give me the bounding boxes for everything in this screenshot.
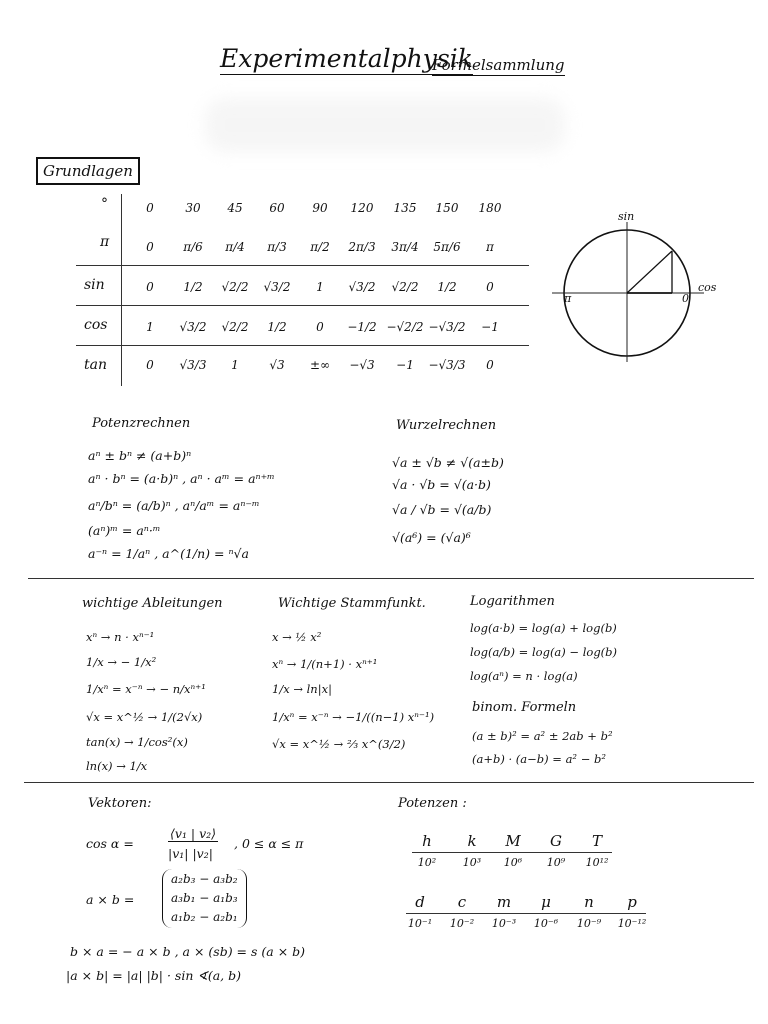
prefix-value: 10² xyxy=(417,856,437,869)
section-divider xyxy=(24,782,754,783)
prefix-value: 10⁹ xyxy=(546,856,566,869)
page-subtitle: Formelsammlung xyxy=(432,56,565,74)
formula-line: xⁿ → n · xⁿ⁻¹ xyxy=(86,630,155,644)
cos-angle-lhs: cos α = xyxy=(86,836,134,851)
heading-logarithms: Logarithmen xyxy=(470,594,555,609)
heading-powers: Potenzrechnen xyxy=(92,416,191,431)
table-cell: ±∞ xyxy=(309,358,331,372)
prefix-item xyxy=(487,893,521,930)
prefix-value: 10⁻¹² xyxy=(617,917,647,930)
row-label-rad: π xyxy=(100,234,110,250)
unit-circle-sin-label: sin xyxy=(618,210,635,223)
prefix-symbol: M xyxy=(505,832,521,850)
table-cell: 0 xyxy=(146,280,154,294)
table-row-rule xyxy=(76,305,529,306)
table-cell: √2/2 xyxy=(221,320,249,334)
prefix-item xyxy=(529,893,563,930)
table-cell: −1 xyxy=(481,320,499,334)
table-cell: −1/2 xyxy=(347,320,377,334)
table-cell: 1 xyxy=(231,358,239,372)
table-cell: 135 xyxy=(393,201,417,215)
cross-product-row: a₃b₁ − a₁b₃ xyxy=(171,891,238,905)
table-cell: π/3 xyxy=(267,240,287,254)
table-cell: 1 xyxy=(146,320,154,334)
prefix-value: 10⁻¹ xyxy=(407,917,433,930)
prefix-item xyxy=(615,893,649,930)
table-cell: 5π/6 xyxy=(433,240,461,254)
table-cell: π xyxy=(486,240,494,254)
table-cell: π/6 xyxy=(183,240,203,254)
table-cell: √3 xyxy=(269,358,285,372)
cross-product-vector xyxy=(162,869,247,928)
table-cell: −1 xyxy=(396,358,414,372)
prefix-value: 10⁻⁹ xyxy=(576,917,602,930)
formula-line: tan(x) → 1/cos²(x) xyxy=(86,735,188,749)
formula-line: √x = x^½ → 1/(2√x) xyxy=(86,710,203,724)
table-cell: 0 xyxy=(486,358,494,372)
cross-product-row: a₁b₂ − a₂b₁ xyxy=(171,910,238,924)
heading-prefixes: Potenzen : xyxy=(398,796,467,811)
formula-line: a⁻ⁿ = 1/aⁿ , a^(1/n) = ⁿ√a xyxy=(88,546,249,561)
formula-line: 1/x → − 1/x² xyxy=(86,655,157,669)
prefix-item xyxy=(580,832,614,869)
table-cell: √3/3 xyxy=(179,358,207,372)
formula-line: |a × b| = |a| |b| · sin ∢(a, b) xyxy=(66,968,241,983)
prefix-symbol: k xyxy=(467,832,477,850)
heading-vectors: Vektoren: xyxy=(88,796,152,811)
prefix-symbol: p xyxy=(627,893,637,911)
table-cell: −√3/3 xyxy=(428,358,466,372)
table-cell: 60 xyxy=(269,201,285,215)
unit-circle-pi-label: π xyxy=(564,292,572,305)
row-label-cos: cos xyxy=(84,317,108,333)
prefix-symbol: n xyxy=(584,893,594,911)
prefix-value: 10³ xyxy=(462,856,482,869)
table-cell: √2/2 xyxy=(221,280,249,294)
formula-line: aⁿ · bⁿ = (a·b)ⁿ , aⁿ · aᵐ = aⁿ⁺ᵐ xyxy=(88,471,275,486)
prefix-value: 10¹² xyxy=(585,856,609,869)
table-cell: √2/2 xyxy=(391,280,419,294)
formula-line: log(aⁿ) = n · log(a) xyxy=(470,669,578,683)
table-cell: 30 xyxy=(185,201,201,215)
table-cell: 1/2 xyxy=(183,280,203,294)
formula-line: 1/xⁿ = x⁻ⁿ → −1/((n−1) xⁿ⁻¹) xyxy=(272,710,435,724)
cos-angle-numerator: ⟨v₁ | v₂⟩ xyxy=(170,826,217,841)
erased-text-smudge xyxy=(205,98,565,152)
table-cell: 0 xyxy=(146,358,154,372)
table-cell: 1/2 xyxy=(267,320,287,334)
cross-product-row: a₂b₃ − a₃b₂ xyxy=(171,872,238,886)
table-cell: √3/2 xyxy=(263,280,291,294)
prefix-value: 10⁻⁶ xyxy=(533,917,559,930)
row-label-tan: tan xyxy=(84,357,107,373)
formula-line: xⁿ → 1/(n+1) · xⁿ⁺¹ xyxy=(272,657,378,671)
prefix-item xyxy=(496,832,530,869)
prefix-item xyxy=(572,893,606,930)
unit-circle-zero-label: 0 xyxy=(682,292,689,305)
formula-line: log(a·b) = log(a) + log(b) xyxy=(470,621,617,635)
table-cell: 1/2 xyxy=(437,280,457,294)
cos-angle-range: , 0 ≤ α ≤ π xyxy=(234,836,304,851)
prefix-item xyxy=(403,893,437,930)
table-vertical-rule xyxy=(121,194,122,386)
table-cell: 2π/3 xyxy=(348,240,376,254)
prefix-symbol: d xyxy=(415,893,425,911)
table-cell: 0 xyxy=(146,201,154,215)
table-row-rule xyxy=(76,265,529,266)
table-cell: 0 xyxy=(146,240,154,254)
unit-circle-cos-label: cos xyxy=(698,281,717,294)
formula-line: (aⁿ)ᵐ = aⁿ·ᵐ xyxy=(88,523,161,538)
unit-circle-graphic xyxy=(552,210,722,370)
table-cell: 1 xyxy=(316,280,324,294)
table-cell: −√3 xyxy=(349,358,375,372)
prefix-symbol: h xyxy=(422,832,432,850)
formula-line: √a / √b = √(a/b) xyxy=(392,502,492,517)
formula-line: 1/x → ln|x| xyxy=(272,682,332,696)
formula-line: (a ± b)² = a² ± 2ab + b² xyxy=(472,729,613,743)
formula-line: √a · √b = √(a·b) xyxy=(392,477,491,492)
prefix-value: 10⁶ xyxy=(503,856,523,869)
formula-line: aⁿ ± bⁿ ≠ (a+b)ⁿ xyxy=(88,448,192,463)
formula-line: √(a⁶) = (√a)⁶ xyxy=(392,530,471,545)
table-cell: 3π/4 xyxy=(391,240,419,254)
table-cell: 0 xyxy=(486,280,494,294)
prefix-symbol: T xyxy=(591,832,602,850)
cross-product-lhs: a × b = xyxy=(86,892,135,907)
prefix-item xyxy=(539,832,573,869)
prefix-symbol: m xyxy=(496,893,512,911)
heading-antiderivatives: Wichtige Stammfunkt. xyxy=(278,596,426,611)
prefix-symbol: μ xyxy=(541,893,551,911)
prefix-item xyxy=(445,893,479,930)
page-title: Experimentalphysik xyxy=(220,44,473,73)
formula-line: (a+b) · (a−b) = a² − b² xyxy=(472,752,606,766)
table-row-rule xyxy=(76,345,529,346)
prefix-item xyxy=(410,832,444,869)
table-cell: 90 xyxy=(312,201,328,215)
table-cell: 45 xyxy=(227,201,243,215)
prefix-value: 10⁻³ xyxy=(491,917,517,930)
formula-line: ln(x) → 1/x xyxy=(86,759,148,773)
formula-line: log(a/b) = log(a) − log(b) xyxy=(470,645,618,659)
prefix-item xyxy=(455,832,489,869)
formula-line: b × a = − a × b , a × (sb) = s (a × b) xyxy=(70,944,306,959)
table-cell: 120 xyxy=(350,201,374,215)
heading-derivatives: wichtige Ableitungen xyxy=(82,596,223,611)
section-divider xyxy=(28,578,754,579)
prefix-symbol: G xyxy=(550,832,562,850)
table-cell: 180 xyxy=(478,201,502,215)
prefix-value: 10⁻² xyxy=(449,917,475,930)
formula-line: √x = x^½ → ⅔ x^(3/2) xyxy=(272,737,406,751)
table-cell: 0 xyxy=(316,320,324,334)
heading-roots: Wurzelrechnen xyxy=(396,418,497,433)
formula-line: √a ± √b ≠ √(a±b) xyxy=(392,455,504,470)
table-cell: √3/2 xyxy=(348,280,376,294)
prefix-symbol: c xyxy=(457,893,467,911)
table-cell: √3/2 xyxy=(179,320,207,334)
heading-binomial: binom. Formeln xyxy=(472,700,577,715)
formula-line: aⁿ/bⁿ = (a/b)ⁿ , aⁿ/aᵐ = aⁿ⁻ᵐ xyxy=(88,498,260,513)
table-cell: π/4 xyxy=(225,240,245,254)
unit-circle-diagram xyxy=(552,210,722,370)
formula-line: x → ½ x² xyxy=(272,630,322,644)
prefix-table-rule xyxy=(406,913,646,914)
section-label-basics: Grundlagen xyxy=(36,157,140,185)
table-cell: 150 xyxy=(435,201,459,215)
table-cell: −√3/2 xyxy=(428,320,466,334)
formula-line: 1/xⁿ = x⁻ⁿ → − n/xⁿ⁺¹ xyxy=(86,682,206,696)
cos-angle-denominator: |v₁| |v₂| xyxy=(168,846,213,861)
row-label-deg: ° xyxy=(101,196,108,212)
table-cell: π/2 xyxy=(310,240,330,254)
row-label-sin: sin xyxy=(84,277,105,293)
table-cell: −√2/2 xyxy=(386,320,424,334)
